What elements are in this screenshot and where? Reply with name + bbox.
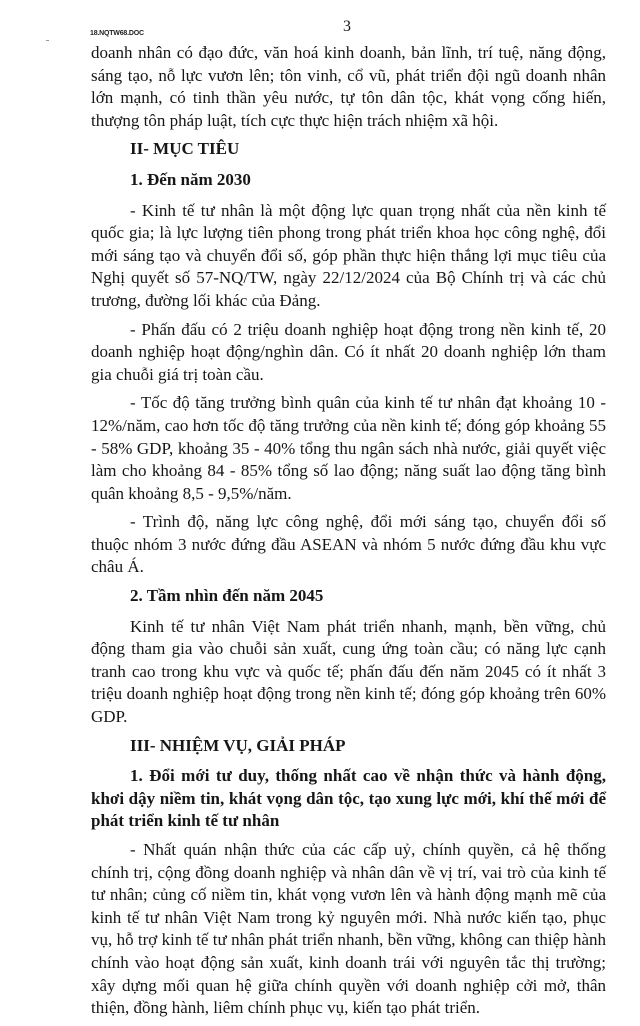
document-body (91, 42, 606, 1026)
document-code: 18.NQTW68.DOC (90, 30, 144, 37)
section-heading-goals: II- MỤC TIÊU (130, 139, 240, 159)
paragraph-2045: Kinh tế tư nhân Việt Nam phát triển nhanh, mạnh, bền vững, chủ động tham gia vào chuỗi sản xuất, cung ứng toàn cầu; có năng lực cạnh tranh cao trong khu vực và quốc tế; phấn đấu đến năm 2045 có ít nhất 3 triệu doanh nghiệp hoạt động trong nền kinh tế; đóng góp khoảng trên 60% GDP. (91, 616, 606, 727)
subheading-2045: 2. Tầm nhìn đến năm 2045 (130, 586, 324, 606)
section-heading-tasks: III- NHIỆM VỤ, GIẢI PHÁP (130, 735, 346, 755)
paragraph-2030-1: - Kinh tế tư nhân là một động lực quan trọng nhất của nền kinh tế quốc gia; là lực lượng tiên phong trong phát triển khoa học công nghệ, đổi mới sáng tạo và chuyển đổi số, góp phần thực hiện thắng lợi mục tiêu của Nghị quyết số 57-NQ/TW, ngày 22/12/2024 của Bộ Chính trị và các chủ trương, đường lối khác của Đảng. (91, 200, 606, 310)
subheading-2030: 1. Đến năm 2030 (130, 169, 251, 189)
paragraph-task-1: - Nhất quán nhận thức của các cấp uỷ, chính quyền, cả hệ thống chính trị, cộng đồng doanh nghiệp và nhân dân về vị trí, vai trò của kinh tế tư nhân; củng cố niềm tin, khát vọng vươn lên và hành động mạnh mẽ của kinh tế tư nhân Việt Nam trong kỷ nguyên mới. Nhà nước kiến tạo, phục vụ, hỗ trợ kinh tế tư nhân phát triển nhanh, bền vững, không can thiệp hành chính vào hoạt động sản xuất, kinh doanh trái với nguyên tắc thị trường; xây dựng mối quan hệ giữa chính quyền với doanh nghiệp cởi mở, thân thiện, đồng hành, liêm chính phục vụ, kiến tạo phát triển. (91, 840, 606, 1018)
subheading-task-1: 1. Đổi mới tư duy, thống nhất cao về nhận thức và hành động, khơi dậy niềm tin, khát vọng dân tộc, tạo xung lực mới, khí thế mới để phát triển kinh tế tư nhân (91, 766, 606, 831)
paragraph-intro: doanh nhân có đạo đức, văn hoá kinh doanh, bản lĩnh, trí tuệ, năng động, sáng tạo, nỗ lực vươn lên; tôn vinh, cổ vũ, phát triển đội ngũ doanh nhân lớn mạnh, có tinh thần yêu nước, tự tôn dân tộc, khát vọng cống hiến, thượng tôn pháp luật, tích cực thực hiện trách nhiệm xã hội. (91, 43, 606, 130)
page-number: 3 (343, 18, 351, 35)
paragraph-2030-4: - Trình độ, năng lực công nghệ, đổi mới sáng tạo, chuyển đổi số thuộc nhóm 3 nước đứng đầu ASEAN và nhóm 5 nước đứng đầu khu vực châu Á. (91, 512, 606, 577)
paragraph-2030-3: - Tốc độ tăng trưởng bình quân của kinh tế tư nhân đạt khoảng 10 - 12%/năm, cao hơn tốc độ tăng trưởng của nền kinh tế; đóng góp khoảng 55 - 58% GDP, khoảng 35 - 40% tổng thu ngân sách nhà nước, giải quyết việc làm cho khoảng 84 - 85% tổng số lao động; năng suất lao động tăng bình quân khoảng 8,5 - 9,5%/năm. (91, 393, 606, 503)
paragraph-2030-2: - Phấn đấu có 2 triệu doanh nghiệp hoạt động trong nền kinh tế, 20 doanh nghiệp hoạt động/nghìn dân. Có ít nhất 20 doanh nghiệp lớn tham gia chuỗi giá trị toàn cầu. (91, 319, 606, 384)
scan-artifact (46, 40, 49, 41)
